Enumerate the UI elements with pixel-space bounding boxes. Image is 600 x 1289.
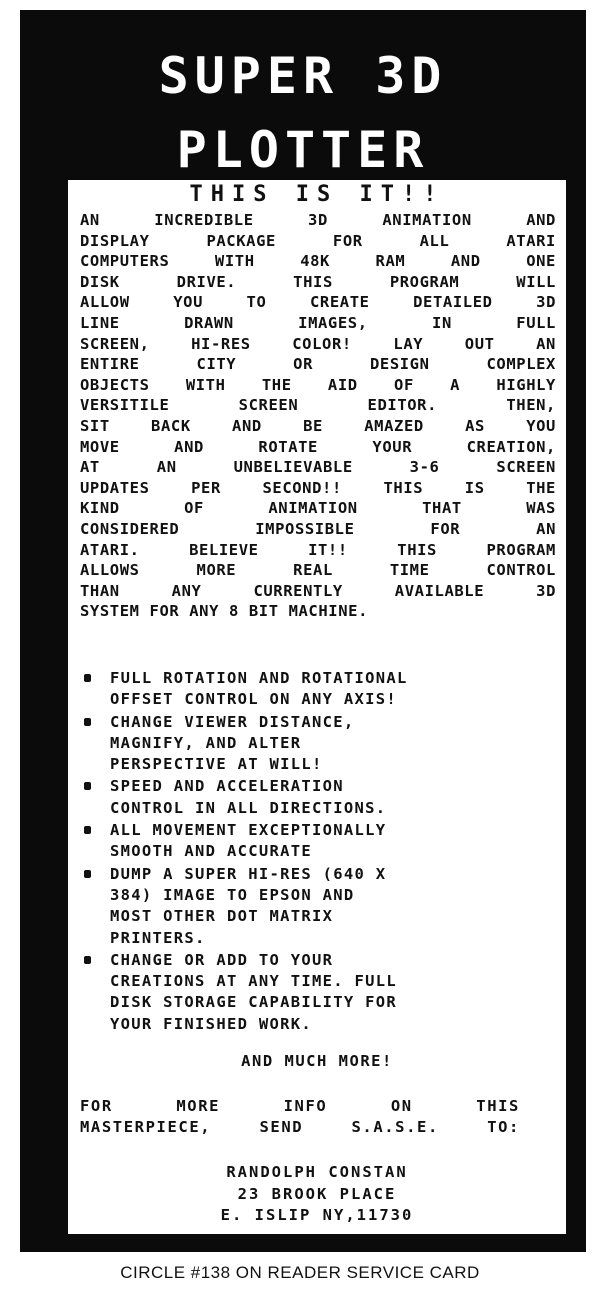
feature-line: YOUR FINISHED WORK. <box>110 1014 313 1033</box>
feature-item <box>80 820 556 863</box>
feature-line: PERSPECTIVE AT WILL! <box>110 755 323 774</box>
body-line: DISK DRIVE. THIS PROGRAM WILL <box>80 272 556 291</box>
body-line: THAN ANY CURRENTLY AVAILABLE 3D <box>80 581 556 600</box>
feature-line: OFFSET CONTROL ON ANY AXIS! <box>110 690 398 709</box>
feature-list <box>80 668 556 1036</box>
info-line: FOR MORE INFO ON THIS <box>80 1097 520 1115</box>
bullet-icon <box>84 718 91 726</box>
ad-text-panel <box>68 180 566 1234</box>
body-line: SCREEN, HI-RES COLOR! LAY OUT AN <box>80 334 556 353</box>
feature-line: FULL ROTATION AND ROTATIONAL <box>110 669 408 687</box>
and-much-more: AND MUCH MORE! <box>241 1052 393 1070</box>
feature-line: CHANGE VIEWER DISTANCE, <box>110 712 355 731</box>
body-line: COMPUTERS WITH 48K RAM AND ONE <box>80 252 556 271</box>
body-line: UPDATES PER SECOND!! THIS IS THE <box>80 478 556 497</box>
feature-line: MAGNIFY, AND ALTER <box>110 733 302 752</box>
bullet-icon <box>84 782 91 790</box>
body-line: LINE DRAWN IMAGES, IN FULL <box>80 313 556 332</box>
feature-line: DISK STORAGE CAPABILITY FOR <box>110 993 398 1012</box>
bullet-icon <box>84 826 91 834</box>
body-line: ATARI. BELIEVE IT!! THIS PROGRAM <box>80 540 556 559</box>
feature-line: ALL MOVEMENT EXCEPTIONALLY <box>110 821 387 840</box>
feature-line: CREATIONS AT ANY TIME. FULL <box>110 972 398 991</box>
feature-line: CONTROL IN ALL DIRECTIONS. <box>110 798 387 817</box>
feature-line: DUMP A SUPER HI-RES (640 X <box>110 864 387 883</box>
feature-item <box>80 864 556 949</box>
body-line: SYSTEM FOR ANY 8 BIT MACHINE. <box>80 602 369 621</box>
reader-service-caption: CIRCLE #138 ON READER SERVICE CARD <box>120 1263 480 1282</box>
feature-line: CHANGE OR ADD TO YOUR <box>110 950 334 969</box>
feature-line: SMOOTH AND ACCURATE <box>110 842 313 861</box>
body-line: ALLOW YOU TO CREATE DETAILED 3D <box>80 293 556 312</box>
info-line: MASTERPIECE, SEND S.A.S.E. TO: <box>80 1117 520 1136</box>
ad-body <box>80 210 556 622</box>
body-line: MOVE AND ROTATE YOUR CREATION, <box>80 437 556 456</box>
body-line: SIT BACK AND BE AMAZED AS YOU <box>80 416 556 435</box>
ad-title-line-2: PLOTTER <box>176 121 430 179</box>
feature-line: MOST OTHER DOT MATRIX <box>110 907 334 926</box>
mailing-address <box>68 1162 566 1227</box>
feature-line: SPEED AND ACCELERATION <box>110 777 344 796</box>
ad-title-line-1: SUPER 3D <box>158 47 448 105</box>
address-line: E. ISLIP NY,11730 <box>220 1206 414 1224</box>
info-request <box>80 1096 520 1137</box>
body-line: AN INCREDIBLE 3D ANIMATION AND <box>80 211 556 229</box>
address-line: 23 BROOK PLACE <box>237 1184 397 1203</box>
feature-item <box>80 712 556 776</box>
bullet-icon <box>84 956 91 964</box>
feature-item <box>80 950 556 1035</box>
body-line: DISPLAY PACKAGE FOR ALL ATARI <box>80 231 556 250</box>
body-line: OBJECTS WITH THE AID OF A HIGHLY <box>80 375 556 394</box>
ad-headline: THIS IS IT!! <box>189 182 445 207</box>
feature-line: PRINTERS. <box>110 928 206 947</box>
bullet-icon <box>84 674 91 682</box>
ad-frame <box>20 10 586 1252</box>
body-line: ENTIRE CITY OR DESIGN COMPLEX <box>80 355 556 374</box>
body-line: ALLOWS MORE REAL TIME CONTROL <box>80 561 556 580</box>
address-line: RANDOLPH CONSTAN <box>226 1163 408 1181</box>
bullet-icon <box>84 870 91 878</box>
body-line: CONSIDERED IMPOSSIBLE FOR AN <box>80 519 556 538</box>
feature-item <box>80 776 556 819</box>
feature-item <box>80 668 556 711</box>
body-line: KIND OF ANIMATION THAT WAS <box>80 499 556 518</box>
body-line: AT AN UNBELIEVABLE 3-6 SCREEN <box>80 458 556 477</box>
feature-line: 384) IMAGE TO EPSON AND <box>110 885 355 904</box>
body-line: VERSITILE SCREEN EDITOR. THEN, <box>80 396 556 415</box>
